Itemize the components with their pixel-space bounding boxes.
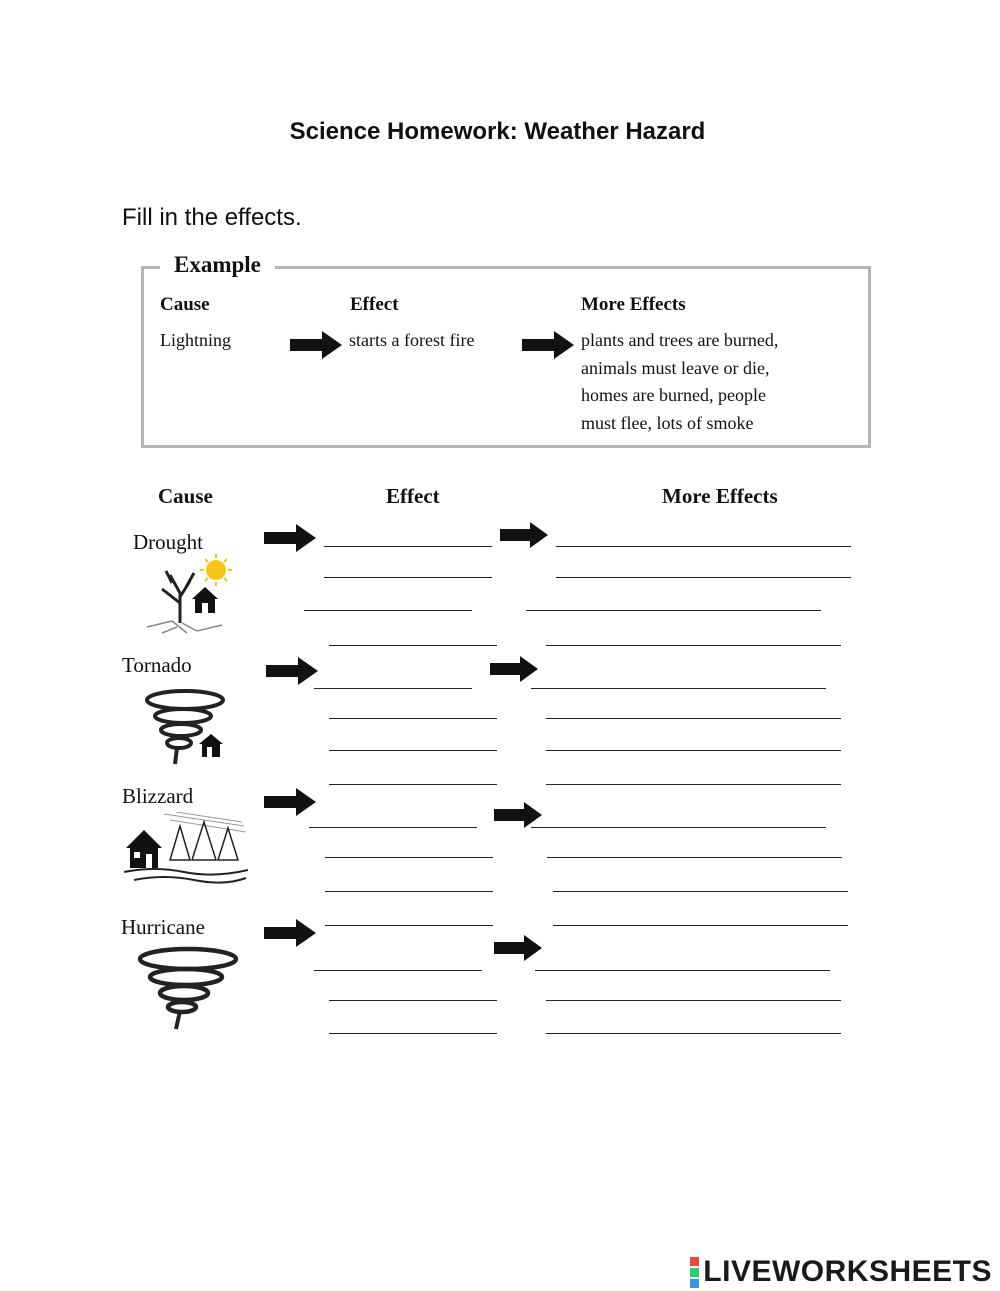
answer-line[interactable] bbox=[546, 1000, 841, 1001]
brand-name: LIVEWORKSHEETS bbox=[703, 1255, 992, 1288]
answer-line[interactable] bbox=[531, 827, 826, 828]
answer-line[interactable] bbox=[547, 857, 842, 858]
example-arrow-2 bbox=[522, 331, 576, 359]
answer-line[interactable] bbox=[325, 891, 493, 892]
blizzard-arrow-1 bbox=[264, 788, 318, 816]
answer-line[interactable] bbox=[325, 857, 493, 858]
hazard-label-tornado: Tornado bbox=[122, 653, 192, 677]
footer-brand bbox=[690, 1255, 992, 1289]
answer-line[interactable] bbox=[546, 718, 841, 719]
answer-line[interactable] bbox=[546, 784, 841, 785]
instructions: Fill in the effects. bbox=[122, 204, 302, 231]
answer-line[interactable] bbox=[314, 970, 482, 971]
answer-line[interactable] bbox=[553, 925, 848, 926]
hurricane-arrow-2 bbox=[494, 935, 544, 961]
liveworksheets-logo-icon bbox=[690, 1256, 699, 1289]
example-arrow-1 bbox=[290, 331, 344, 359]
cause-column-header: Cause bbox=[158, 484, 213, 508]
example-cause: Lightning bbox=[160, 330, 231, 350]
answer-line[interactable] bbox=[535, 970, 830, 971]
answer-line[interactable] bbox=[309, 827, 477, 828]
answer-line[interactable] bbox=[324, 577, 492, 578]
example-more-line: plants and trees are burned, bbox=[581, 330, 779, 350]
example-effect-header: Effect bbox=[350, 294, 399, 315]
hazard-label-hurricane: Hurricane bbox=[121, 915, 205, 939]
drought-arrow-1 bbox=[264, 524, 318, 552]
answer-line[interactable] bbox=[329, 718, 497, 719]
drought-icon bbox=[142, 553, 237, 641]
answer-line[interactable] bbox=[329, 784, 497, 785]
answer-line[interactable] bbox=[329, 750, 497, 751]
effect-column-header: Effect bbox=[386, 484, 440, 508]
answer-line[interactable] bbox=[531, 688, 826, 689]
example-cause-header: Cause bbox=[160, 294, 210, 315]
example-more-line: must flee, lots of smoke bbox=[581, 412, 754, 433]
page-title: Science Homework: Weather Hazard bbox=[289, 118, 706, 145]
answer-line[interactable] bbox=[329, 1000, 497, 1001]
hurricane-icon bbox=[136, 945, 240, 1033]
answer-line[interactable] bbox=[546, 645, 841, 646]
hazard-label-drought: Drought bbox=[133, 530, 203, 554]
answer-line[interactable] bbox=[553, 891, 848, 892]
drought-arrow-2 bbox=[500, 522, 550, 548]
blizzard-icon bbox=[124, 812, 248, 884]
example-more-line: homes are burned, people bbox=[581, 385, 766, 405]
answer-line[interactable] bbox=[304, 610, 472, 611]
answer-line[interactable] bbox=[556, 577, 851, 578]
answer-line[interactable] bbox=[329, 645, 497, 646]
answer-line[interactable] bbox=[324, 546, 492, 547]
answer-line[interactable] bbox=[546, 750, 841, 751]
hazard-label-blizzard: Blizzard bbox=[122, 784, 194, 808]
example-more-effects bbox=[581, 327, 778, 437]
answer-line[interactable] bbox=[546, 1033, 841, 1034]
tornado-icon bbox=[143, 688, 233, 768]
tornado-arrow-1 bbox=[266, 657, 320, 685]
answer-line[interactable] bbox=[526, 610, 821, 611]
answer-line[interactable] bbox=[325, 925, 493, 926]
example-more-line: animals must leave or die, bbox=[581, 357, 770, 378]
answer-line[interactable] bbox=[314, 688, 472, 689]
more-effects-column-header: More Effects bbox=[662, 484, 778, 508]
blizzard-arrow-2 bbox=[494, 802, 544, 828]
answer-line[interactable] bbox=[556, 546, 851, 547]
tornado-arrow-2 bbox=[490, 656, 540, 682]
answer-line[interactable] bbox=[329, 1033, 497, 1034]
example-effect: starts a forest fire bbox=[349, 330, 475, 350]
example-more-effects-header: More Effects bbox=[581, 294, 686, 315]
example-legend: Example bbox=[160, 252, 275, 278]
hurricane-arrow-1 bbox=[264, 919, 318, 947]
